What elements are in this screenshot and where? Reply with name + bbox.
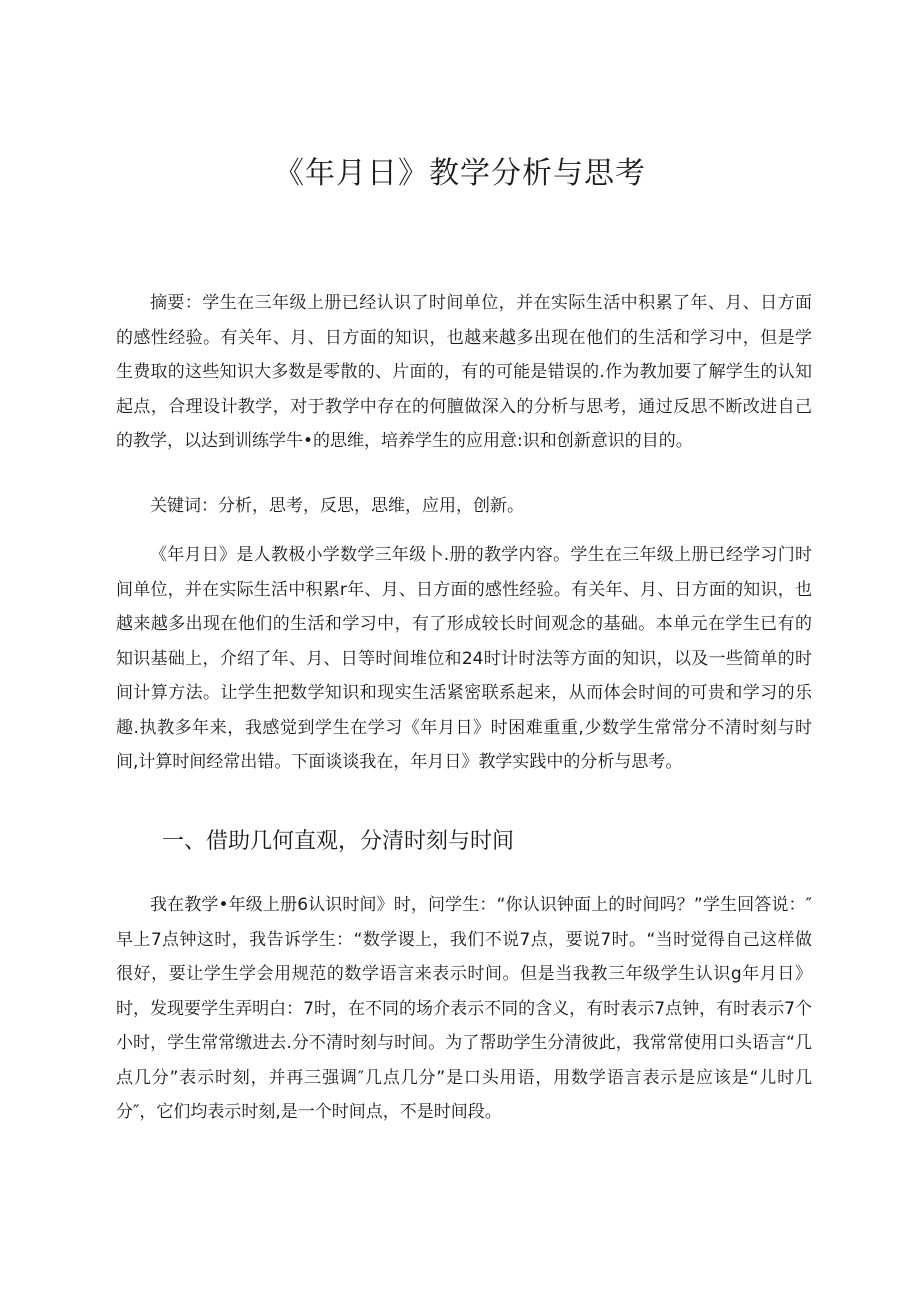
document-title: 《年月日》教学分析与思考 — [274, 156, 646, 191]
intro-paragraph: 《年月日》是人教极小学数学三年级卜.册的教学内容。学生在三年级上册已经学习门时间单位，并在实际生活中积累r年、月、日方面的感性经验。有关年、月、日方面的知识，也越来越多出现在他们的生活和学习中，有了形成较长时间观念的基础。本单元在学生已有的知识基础上，介绍了年、月、日等时间堆位和24时计时法等方面的知识，以及一些简单的时间计算方法。让学生把数学知识和现实生活紧密联系起来，从而体会时间的可贵和学习的乐趣.执教多年来，我感觉到学生在学习《年月日》时困难重重,少数学生常常分不清时刻与时间,计算时间经常出错。下面谈谈我在，年月日》教学实践中的分析与思考。 — [116, 545, 812, 772]
section-heading: 一、借助几何直观，分清时刻与时间 — [162, 829, 515, 854]
keywords-paragraph: 关键词：分析，思考，反思，思维，应用，创新。 — [150, 496, 524, 516]
abstract-paragraph: 摘要：学生在三年级上册已经认识了时间单位，并在实际生活中积累了年、月、日方面的感性经验。有关年、月、日方面的知识，也越来越多出现在他们的生活和学习中，但是学生费取的这些知识大多数是零散的、片面的，有的可能是错误的.作为教加要了解学生的认知起点，合理设计教学，对于教学中存在的何膻做深入的分析与思考，通过反思不断改进自己的教学，以达到训练学牛•的思维，培养学生的应用意:识和创新意识的目的。 — [116, 293, 812, 451]
section-body-paragraph: 我在教学•年级上册6认识时间》时，问学生：“你认识钟面上的时间吗？”学生回答说：″早上7点钟这时，我告诉学生：“数学谡上，我们不说7点，要说7时。“当时觉得自己这样做很好，要让学生学会用规范的数学语言来表示时间。但是当我教三年级学生认识g年月日》时，发现要学生弄明白：7时，在不同的场介表示不同的含义，有时表示7点钟，有时表示7个小时，学生常常缴进去.分不清时刻与时间。为了帮助学生分清彼此，我常常使用口头语言“几点几分”表示时刻，并再三强调″几点几分”是口头用语，用数学语言表示是应该是“儿时几分″，它们均表示时刻,是一个时间点，不是时间段。 — [116, 895, 812, 1122]
